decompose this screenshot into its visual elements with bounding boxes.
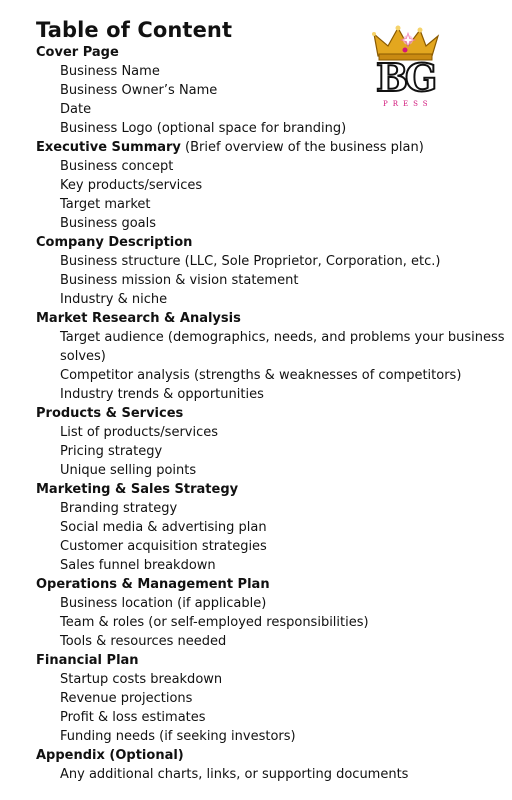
toc-item: Branding strategy xyxy=(60,501,178,516)
toc-item: Target market xyxy=(60,197,151,212)
toc-section xyxy=(36,746,506,784)
toc-item: Business mission & vision statement xyxy=(60,273,299,288)
toc-item: Tools & resources needed xyxy=(60,634,227,649)
toc-item: Team & roles (or self-employed responsibilities) xyxy=(60,615,369,630)
section-note: (Brief overview of the business plan) xyxy=(180,140,424,155)
toc-item: List of products/services xyxy=(60,425,219,440)
section-heading: Appendix (Optional) xyxy=(36,748,184,763)
section-heading: Products & Services xyxy=(36,406,184,421)
section-heading-line xyxy=(36,233,506,252)
toc-item: Funding needs (if seeking investors) xyxy=(60,729,296,744)
section-heading: Operations & Management Plan xyxy=(36,577,270,592)
logo-letters: BG xyxy=(376,55,434,100)
toc-item: Pricing strategy xyxy=(60,444,163,459)
toc-item: Business Name xyxy=(60,64,160,79)
toc-item: Unique selling points xyxy=(60,463,197,478)
toc-item: Business goals xyxy=(60,216,157,231)
section-heading: Company Description xyxy=(36,235,193,250)
toc-item: Business location (if applicable) xyxy=(60,596,267,611)
toc-item: Industry & niche xyxy=(60,292,168,307)
bg-press-logo xyxy=(368,24,452,114)
toc-item: Revenue projections xyxy=(60,691,193,706)
page-title: Table of Content xyxy=(36,18,233,42)
section-heading-line xyxy=(36,746,506,765)
section-heading-line xyxy=(36,480,506,499)
sections-list xyxy=(36,43,506,784)
section-heading: Executive Summary xyxy=(36,140,181,155)
section-heading: Cover Page xyxy=(36,45,119,60)
toc-item: Business Owner’s Name xyxy=(60,83,218,98)
toc-item: Industry trends & opportunities xyxy=(60,387,264,402)
toc-item: Business structure (LLC, Sole Proprietor, Corporation, etc.) xyxy=(60,254,441,269)
toc-item: Competitor analysis (strengths & weaknesses of competitors) xyxy=(60,368,462,383)
toc-item: Profit & loss estimates xyxy=(60,710,206,725)
toc-item: Key products/services xyxy=(60,178,203,193)
section-heading: Marketing & Sales Strategy xyxy=(36,482,239,497)
toc-item: Date xyxy=(60,102,92,117)
section-heading-line xyxy=(36,651,506,670)
section-heading: Financial Plan xyxy=(36,653,139,668)
toc-section xyxy=(36,404,506,480)
toc-item: Startup costs breakdown xyxy=(60,672,223,687)
logo-subtext: PRESS xyxy=(383,100,433,108)
toc-item: Business Logo (optional space for branding) xyxy=(60,121,347,136)
section-heading-line xyxy=(36,404,506,423)
toc-item: Customer acquisition strategies xyxy=(60,539,267,554)
section-heading-line xyxy=(36,138,506,157)
table-of-contents xyxy=(36,17,506,784)
toc-item: Sales funnel breakdown xyxy=(60,558,216,573)
toc-section xyxy=(36,651,506,746)
section-heading-line xyxy=(36,309,506,328)
section-heading: Market Research & Analysis xyxy=(36,311,241,326)
toc-section xyxy=(36,233,506,309)
toc-section xyxy=(36,480,506,575)
toc-item: Target audience (demographics, needs, and problems your business solves) xyxy=(60,330,505,364)
toc-section xyxy=(36,575,506,651)
toc-item: Business concept xyxy=(60,159,174,174)
section-heading-line xyxy=(36,575,506,594)
toc-section xyxy=(36,138,506,233)
toc-item: Social media & advertising plan xyxy=(60,520,267,535)
toc-item: Any additional charts, links, or supporting documents xyxy=(60,767,409,782)
toc-section xyxy=(36,309,506,404)
